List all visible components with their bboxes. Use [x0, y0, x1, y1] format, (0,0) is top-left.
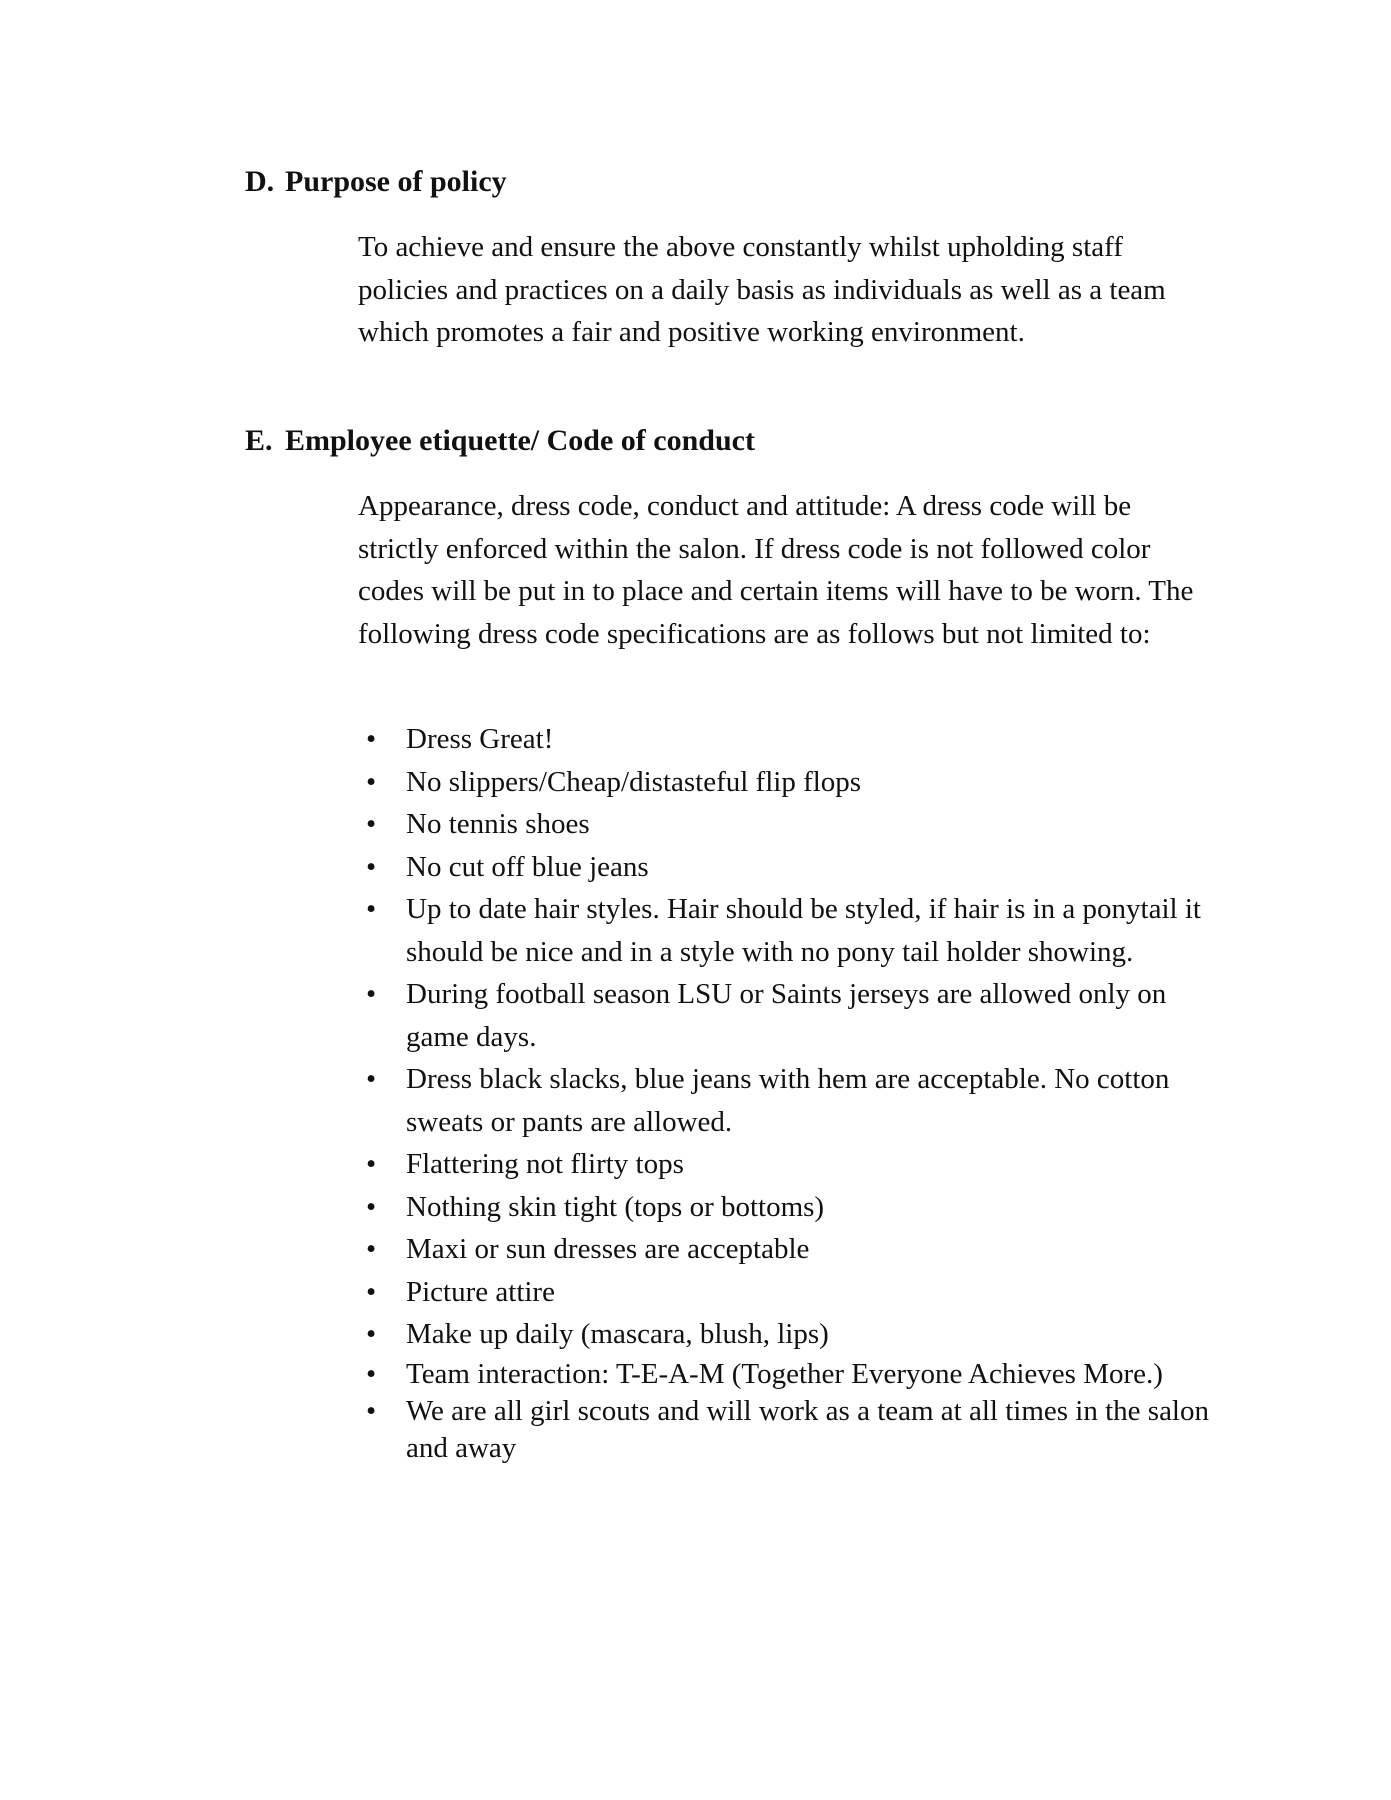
- bullet-icon: •: [366, 1318, 377, 1350]
- list-item-text: No tennis shoes: [406, 808, 590, 840]
- list-item: [358, 1393, 1218, 1467]
- list-item-text: Dress Great!: [406, 723, 554, 755]
- bullet-icon: •: [366, 808, 377, 840]
- list-item-text: Team interaction: T-E-A-M (Together Everyone Achieves More.): [406, 1357, 1163, 1390]
- list-item: [358, 761, 1218, 804]
- list-item: [358, 1271, 1218, 1314]
- list-item: [358, 888, 1218, 973]
- section-title: Purpose of policy: [285, 165, 507, 198]
- list-item: [358, 1143, 1218, 1186]
- list-item: [358, 1058, 1218, 1143]
- list-item-text: Nothing skin tight (tops or bottoms): [406, 1190, 825, 1223]
- list-item: [358, 846, 1218, 889]
- list-item-text: Make up daily (mascara, blush, lips): [406, 1318, 829, 1350]
- bullet-icon: •: [366, 850, 377, 883]
- section-letter: E.: [245, 424, 273, 457]
- list-item-text: During football season LSU or Saints jerseys are allowed only on game days.: [406, 978, 1167, 1053]
- list-item-text: Picture attire: [406, 1275, 555, 1308]
- list-item-text: We are all girl scouts and will work as a team at all times in the salon and away: [406, 1394, 1209, 1464]
- list-item: [358, 1313, 1218, 1356]
- bullet-icon: •: [366, 723, 377, 755]
- dress-code-intro-paragraph: Appearance, dress code, conduct and attitude: A dress code will be strictly enforced within the salon. If dress code is not followed color codes will be put in to place and certain items will have to be worn. The following dress code specifications are as follows but not limited to:: [358, 490, 1194, 650]
- section-heading-purpose-of-policy: [245, 164, 507, 200]
- section-title: Employee etiquette/ Code of conduct: [285, 424, 755, 457]
- section-heading-code-of-conduct: [245, 423, 755, 459]
- bullet-icon: •: [366, 978, 377, 1010]
- list-item-text: Dress black slacks, blue jeans with hem are acceptable. No cotton sweats or pants are allowed.: [406, 1063, 1170, 1138]
- bullet-icon: •: [366, 1275, 377, 1308]
- bullet-icon: •: [366, 1357, 377, 1390]
- list-item: [358, 803, 1218, 846]
- bullet-icon: •: [366, 1190, 377, 1223]
- bullet-icon: •: [366, 1233, 377, 1265]
- bullet-icon: •: [366, 893, 377, 925]
- bullet-icon: •: [366, 1394, 377, 1427]
- purpose-paragraph: To achieve and ensure the above constantly whilst upholding staff policies and practices on a daily basis as individuals as well as a team which promotes a fair and positive working environment.: [358, 231, 1166, 348]
- section-letter: D.: [245, 165, 275, 198]
- list-item: [358, 1186, 1218, 1229]
- list-item: [358, 1228, 1218, 1271]
- list-item: [358, 1356, 1218, 1393]
- bullet-icon: •: [366, 1148, 377, 1180]
- bullet-icon: •: [366, 765, 377, 798]
- list-item: [358, 973, 1218, 1058]
- list-item-text: No slippers/Cheap/distasteful flip flops: [406, 765, 862, 798]
- list-item-text: No cut off blue jeans: [406, 850, 649, 883]
- list-item-text: Maxi or sun dresses are acceptable: [406, 1233, 810, 1265]
- list-item-text: Up to date hair styles. Hair should be styled, if hair is in a ponytail it should be nice and in a style with no pony tail holder showing.: [406, 893, 1201, 968]
- list-item-text: Flattering not flirty tops: [406, 1148, 684, 1180]
- bullet-icon: •: [366, 1063, 377, 1095]
- dress-code-bullet-list: [358, 718, 1218, 1467]
- list-item: [358, 718, 1218, 761]
